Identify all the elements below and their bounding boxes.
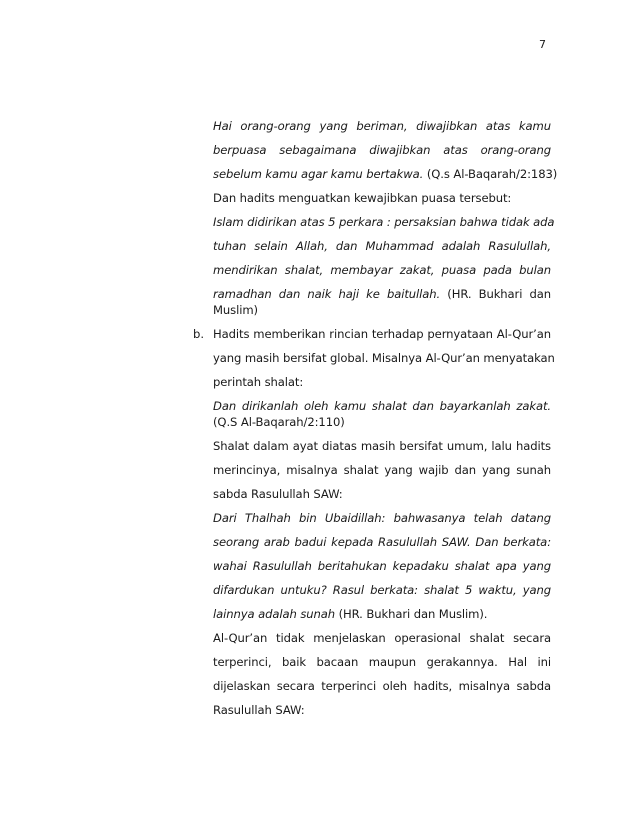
quran-reference: (Q.S Al-Baqarah/2:110): [213, 415, 345, 429]
paragraph-line: merincinya, misalnya shalat yang wajib dan yang sunah: [213, 463, 551, 477]
quran-quote-line: Dan dirikanlah oleh kamu shalat dan bayarkanlah zakat.: [213, 399, 551, 413]
hadith-quote-line: Muslim): [213, 303, 258, 317]
hadith-quote-line: difardukan untuku? Rasul berkata: shalat 5 waktu, yang: [213, 583, 551, 597]
hadith-quote-line: Dari Thalhah bin Ubaidillah: bahwasanya telah datang: [213, 511, 551, 525]
quran-quote-line: Hai orang-orang yang beriman, diwajibkan atas kamu: [213, 119, 551, 133]
hadith-quote-line: seorang arab badui kepada Rasulullah SAW. Dan berkata:: [213, 535, 551, 549]
hadith-intro: Dan hadits menguatkan kewajibkan puasa tersebut:: [213, 191, 512, 205]
list-marker-b: b.: [193, 327, 205, 341]
paragraph-line: yang masih bersifat global. Misalnya Al-Qur’an menyatakan: [213, 351, 555, 365]
quran-quote-line: sebelum kamu agar kamu bertakwa. (Q.s Al-Baqarah/2:183): [213, 167, 558, 181]
page-number: 7: [539, 38, 546, 51]
paragraph-line: terperinci, baik bacaan maupun gerakannya. Hal ini: [213, 655, 551, 669]
paragraph-line: Shalat dalam ayat diatas masih bersifat umum, lalu hadits: [213, 439, 551, 453]
hadith-quote-line: tuhan selain Allah, dan Muhammad adalah Rasulullah,: [213, 239, 551, 253]
paragraph-line: dijelaskan secara terperinci oleh hadits, misalnya sabda: [213, 679, 551, 693]
hadith-quote-line: ramadhan dan naik haji ke baitullah. (HR. Bukhari dan: [213, 287, 551, 301]
paragraph-line: Al-Qur’an tidak menjelaskan operasional shalat secara: [213, 631, 551, 645]
paragraph-line: perintah shalat:: [213, 375, 304, 389]
paragraph-line: sabda Rasulullah SAW:: [213, 487, 343, 501]
paragraph-line: Hadits memberikan rincian terhadap pernyataan Al-Qur’an: [213, 327, 551, 341]
hadith-quote-line: mendirikan shalat, membayar zakat, puasa pada bulan: [213, 263, 551, 277]
hadith-quote-line: Islam didirikan atas 5 perkara : persaksian bahwa tidak ada: [213, 215, 555, 229]
paragraph-line: Rasulullah SAW:: [213, 703, 305, 717]
hadith-quote-line: wahai Rasulullah beritahukan kepadaku shalat apa yang: [213, 559, 551, 573]
hadith-quote-line: lainnya adalah sunah (HR. Bukhari dan Muslim).: [213, 607, 488, 621]
quran-quote-line: berpuasa sebagaimana diwajibkan atas orang-orang: [213, 143, 551, 157]
